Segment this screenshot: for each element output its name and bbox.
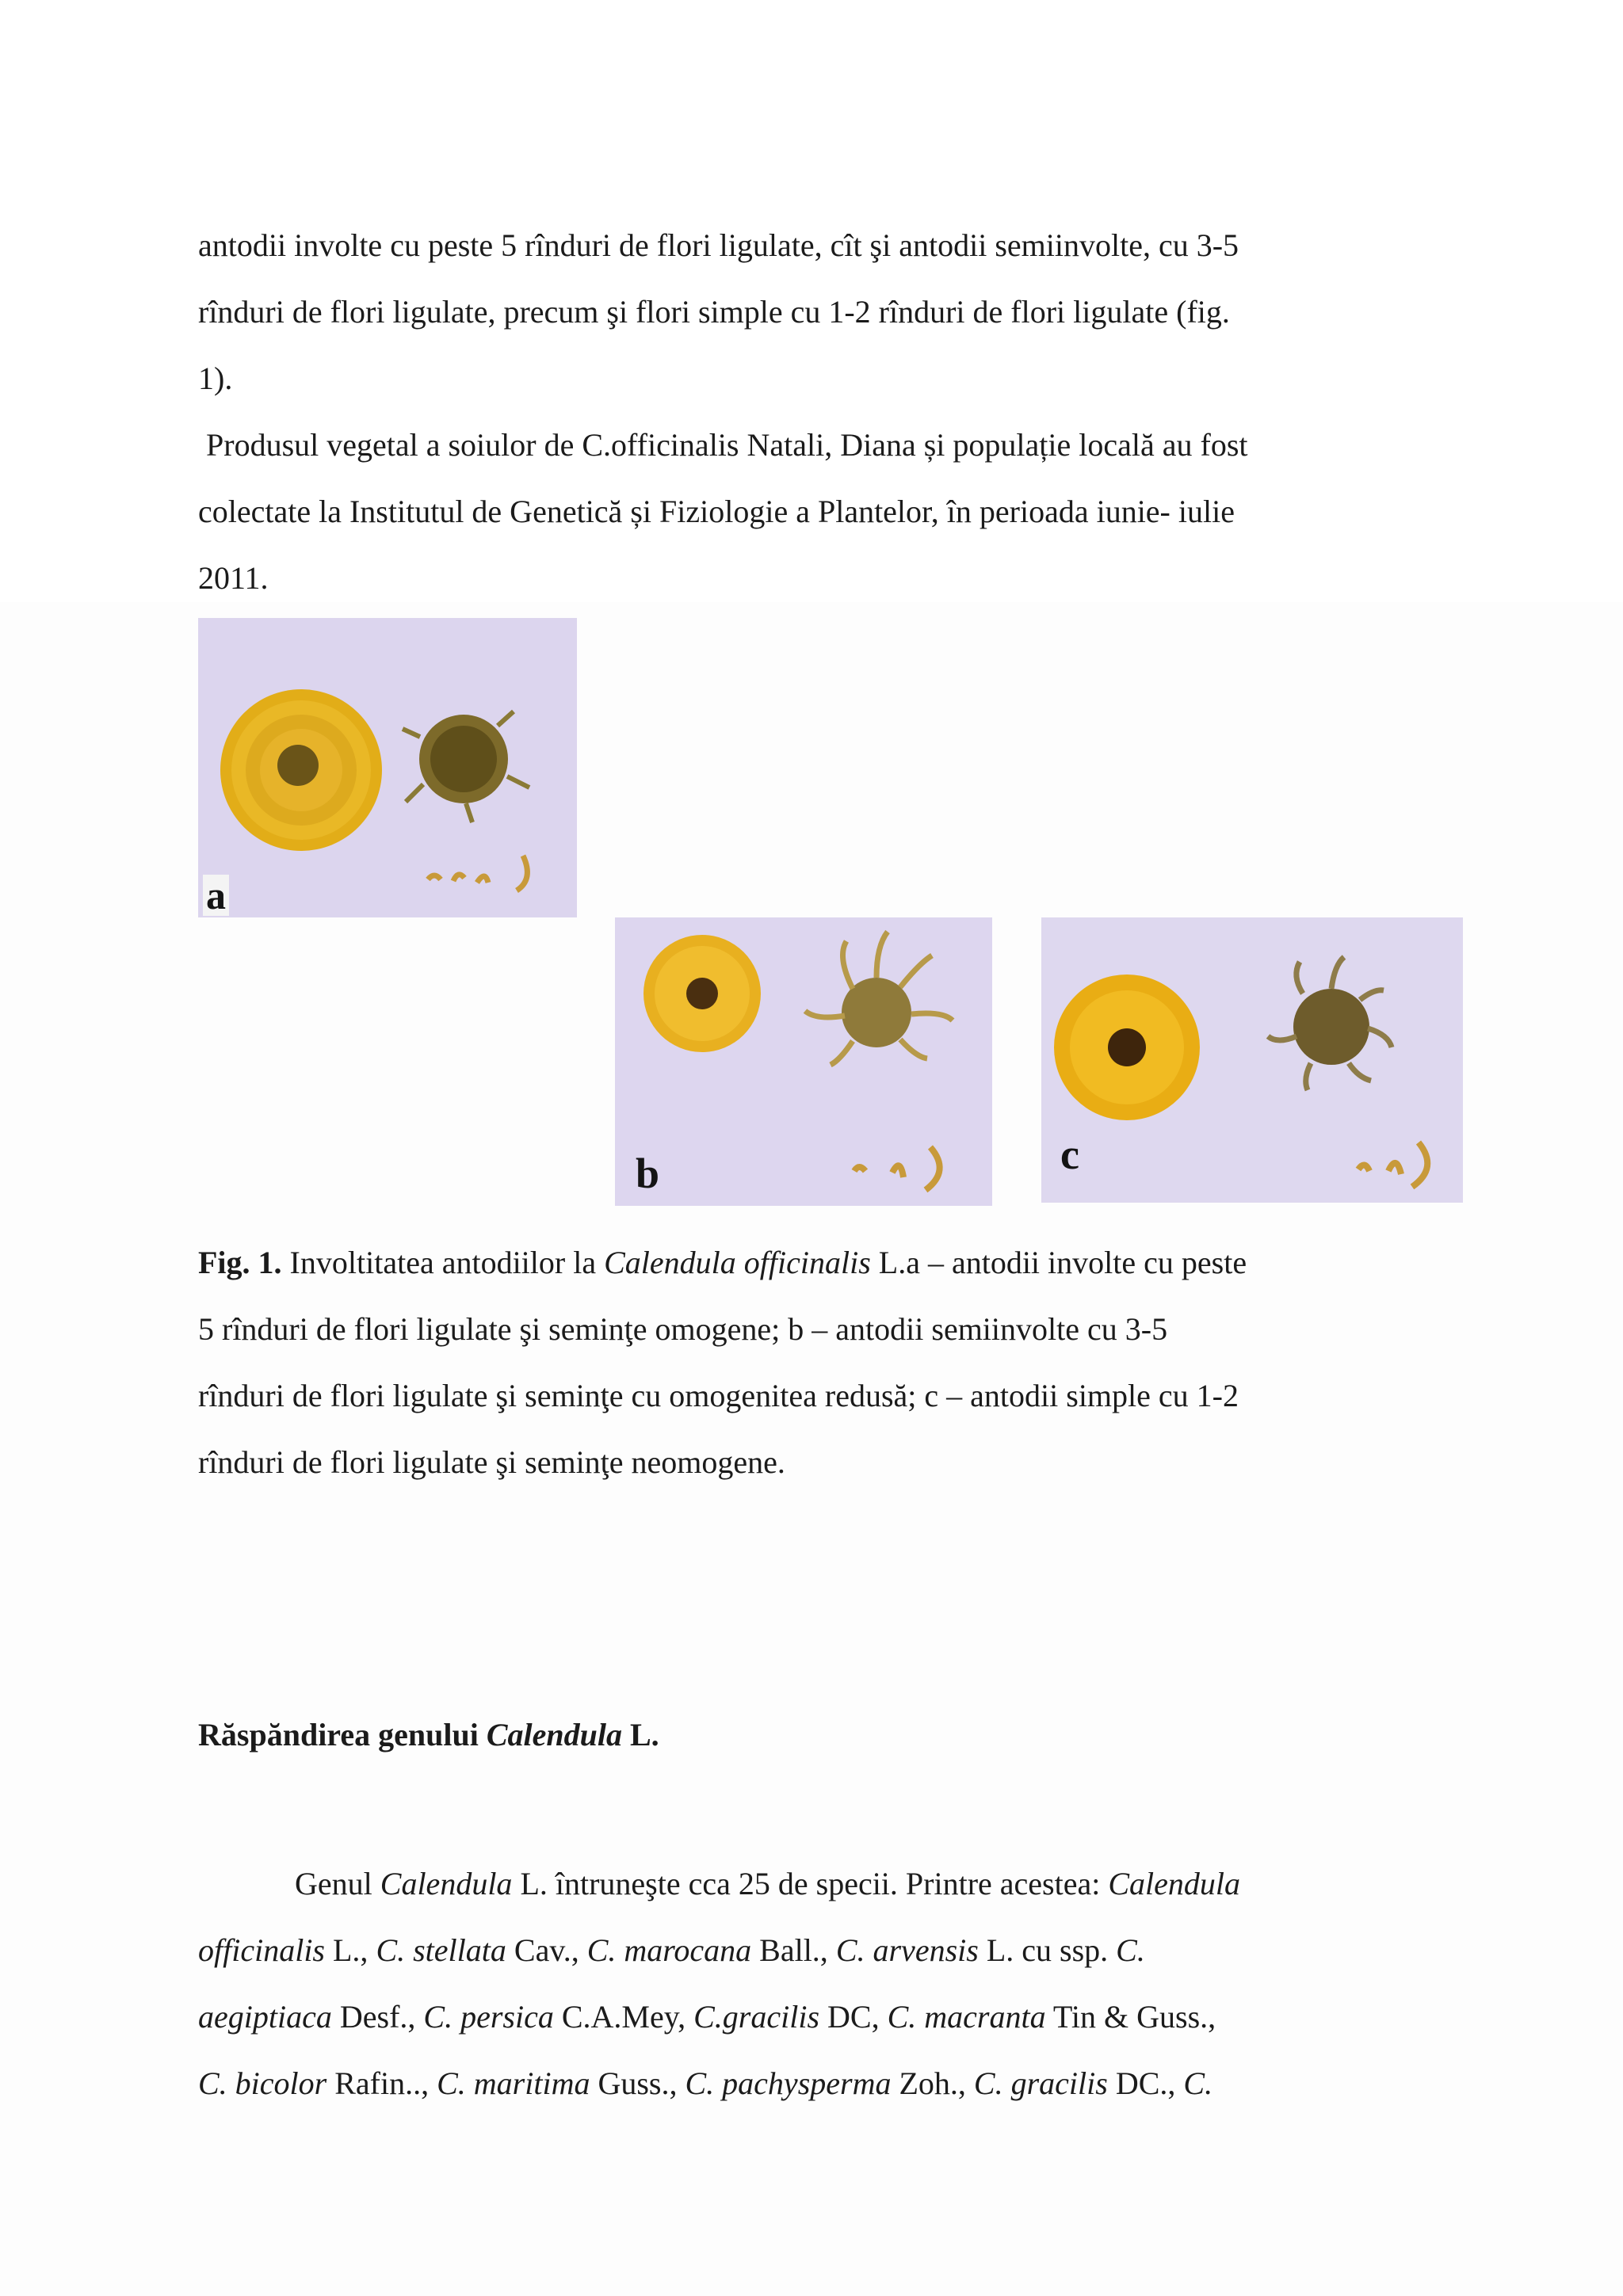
caption-line: rînduri de flori ligulate şi seminţe neomogene. bbox=[198, 1444, 785, 1480]
paragraph-line: colectate la Institutul de Genetică și Fiziologie a Plantelor, în perioada iunie- iulie bbox=[198, 494, 1235, 529]
figure-label-a: a bbox=[203, 875, 229, 916]
caption-line: 5 rînduri de flori ligulate şi seminţe omogene; b – antodii semiinvolte cu 3-5 bbox=[198, 1311, 1168, 1347]
caption-line bbox=[198, 1230, 1482, 1296]
figure-number: Fig. 1. bbox=[198, 1245, 282, 1280]
text: Guss., bbox=[590, 2065, 685, 2101]
text: DC., bbox=[1107, 2065, 1184, 2101]
species-name: C. gracilis bbox=[973, 2065, 1108, 2101]
text: Genul bbox=[295, 1866, 380, 1901]
heading-text: L. bbox=[621, 1717, 659, 1753]
heading-text: Răspăndirea genului bbox=[198, 1717, 487, 1753]
species-name: C. arvensis bbox=[835, 1932, 979, 1968]
figure-panel-a bbox=[198, 618, 577, 917]
species-name: Calendula bbox=[1108, 1866, 1241, 1901]
text: DC, bbox=[819, 1999, 888, 2035]
species-name: C. persica bbox=[423, 1999, 554, 2035]
species-name: C. bbox=[1116, 1932, 1145, 1968]
figure-panel-b bbox=[615, 917, 992, 1206]
paragraph-species bbox=[198, 1851, 1482, 2117]
paragraph-line bbox=[198, 1851, 1482, 1917]
species-name: C. pachysperma bbox=[685, 2065, 892, 2101]
caption-text: L.a – antodii involte cu peste bbox=[870, 1245, 1247, 1280]
paragraph-line bbox=[198, 2050, 1482, 2117]
text: L. cu ssp. bbox=[978, 1932, 1117, 1968]
text: L., bbox=[325, 1932, 376, 1968]
double-flower-head bbox=[220, 689, 382, 851]
figure-label-c: c bbox=[1060, 1131, 1079, 1178]
text: C.A.Mey, bbox=[553, 1999, 694, 2035]
seed-head bbox=[805, 932, 953, 1065]
flower-head bbox=[643, 935, 761, 1052]
text: Desf., bbox=[331, 1999, 424, 2035]
paragraph-line bbox=[198, 1917, 1482, 1984]
text: Ball., bbox=[751, 1932, 836, 1968]
species-name: officinalis bbox=[198, 1932, 325, 1968]
paragraph-line: rînduri de flori ligulate, precum şi flori simple cu 1-2 rînduri de flori ligulate (fig. bbox=[198, 294, 1230, 330]
text: Rafin.., bbox=[327, 2065, 437, 2101]
text: L. întruneşte cca 25 de specii. Printre acestea: bbox=[512, 1866, 1109, 1901]
seeds bbox=[854, 1147, 940, 1190]
species-name: C. bicolor bbox=[198, 2065, 327, 2101]
text: Tin & Guss., bbox=[1045, 1999, 1216, 2035]
caption-text: Involtitatea antodiilor la bbox=[281, 1245, 605, 1280]
text: Cav., bbox=[506, 1932, 587, 1968]
seeds bbox=[428, 856, 527, 891]
genus-name: Calendula bbox=[486, 1717, 622, 1753]
paragraph-line: 2011. bbox=[198, 560, 269, 596]
species-name: C.gracilis bbox=[693, 1999, 820, 2035]
calendula-photo-b bbox=[615, 917, 992, 1206]
genus-name: Calendula bbox=[380, 1866, 513, 1901]
caption-line: rînduri de flori ligulate şi seminţe cu omogenitea redusă; c – antodii simple cu 1-2 bbox=[198, 1378, 1239, 1413]
seed-head bbox=[403, 711, 529, 822]
species-name: C. stellata bbox=[376, 1932, 506, 1968]
section-heading bbox=[198, 1711, 659, 1759]
paragraph-line bbox=[198, 1984, 1482, 2050]
figure-label-b: b bbox=[636, 1150, 660, 1197]
text: Zoh., bbox=[891, 2065, 974, 2101]
calendula-photo-a bbox=[198, 618, 577, 917]
flower-head bbox=[1054, 974, 1200, 1120]
species-name: C. maritima bbox=[437, 2065, 590, 2101]
paragraph-line: Produsul vegetal a soiulor de C.officinalis Natali, Diana și populație locală au fost bbox=[206, 427, 1248, 463]
species-name: C. marocana bbox=[586, 1932, 752, 1968]
paragraph-line: antodii involte cu peste 5 rînduri de flori ligulate, cît şi antodii semiinvolte, cu 3-5 bbox=[198, 227, 1239, 263]
paragraph-intro bbox=[198, 212, 1482, 412]
species-name: aegiptiaca bbox=[198, 1999, 332, 2035]
paragraph-line: 1). bbox=[198, 360, 233, 396]
seed-head bbox=[1268, 957, 1392, 1090]
calendula-photo-c bbox=[1041, 917, 1463, 1203]
species-name: C. bbox=[1183, 2065, 1213, 2101]
species-name: C. macranta bbox=[887, 1999, 1046, 2035]
figure-panel-c bbox=[1041, 917, 1463, 1203]
figure-caption bbox=[198, 1230, 1482, 1496]
species-name: Calendula officinalis bbox=[604, 1245, 871, 1280]
seeds bbox=[1358, 1142, 1427, 1187]
paragraph-plant-material bbox=[198, 412, 1482, 612]
